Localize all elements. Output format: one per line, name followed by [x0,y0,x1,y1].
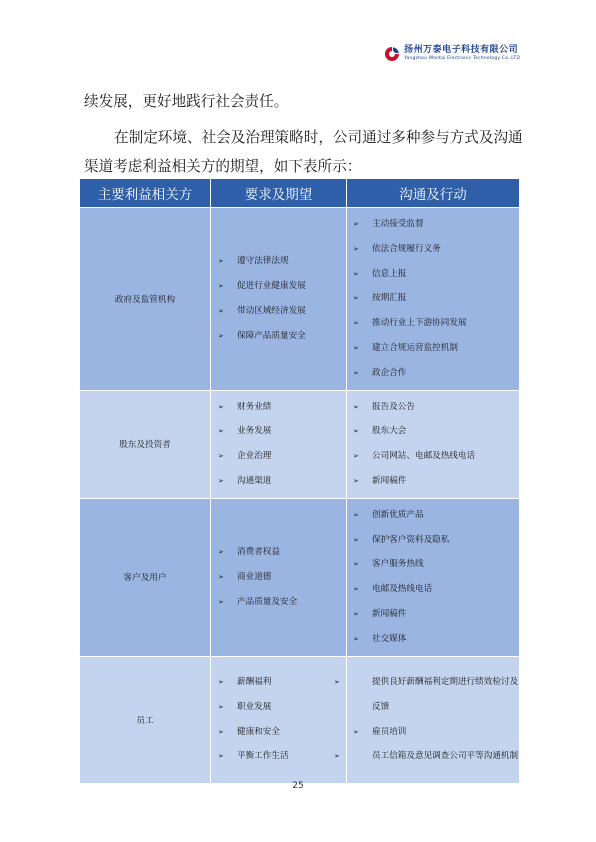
list-item [334,744,519,769]
list-item [353,237,519,262]
list-item-text: 保护客户资料及隐私 [372,534,450,545]
list-item-text: 平衡工作生活 [237,751,289,762]
actions-cell [347,208,520,391]
arrow-bullet-icon: ➢ [334,677,340,686]
list-item-text: 报告及公告 [372,401,415,412]
list-item-text: 新闻稿件 [372,475,407,486]
arrow-bullet-icon: ➢ [218,547,224,556]
arrow-bullet-icon: ➢ [218,452,224,461]
arrow-bullet-icon: ➢ [218,752,224,761]
arrow-bullet-icon: ➢ [218,572,224,581]
requirements-cell [211,656,347,783]
list-item [353,528,519,553]
list-item [218,395,346,420]
list-item [218,744,346,769]
list-item [218,444,346,469]
requirements-cell [211,498,347,656]
list-item [218,590,346,615]
list-item [218,299,346,324]
list-item-text: 电邮及热线电话 [372,584,433,595]
arrow-bullet-icon: ➢ [353,560,359,569]
list-item [353,419,519,444]
list-item-text: 带动区域经济发展 [237,305,306,316]
table-row [80,498,520,656]
arrow-bullet-icon: ➢ [353,535,359,544]
list-item [353,720,519,745]
list-item [353,444,519,469]
stakeholder-table [79,178,520,784]
table-header-row [80,179,520,208]
list-item [353,552,519,577]
list-item [353,395,519,420]
list-item [218,565,346,590]
table-row [80,656,520,783]
arrow-bullet-icon: ➢ [353,319,359,328]
list-item-text: 股东大会 [372,426,407,437]
arrow-bullet-icon: ➢ [218,476,224,485]
arrow-bullet-icon: ➢ [353,368,359,377]
list-item [353,577,519,602]
list-item-text: 产品质量及安全 [237,596,298,607]
requirements-cell [211,208,347,391]
list-item-text: 政企合作 [372,367,407,378]
list-item-text: 职业发展 [237,701,272,712]
list-item-text: 保障产品质量安全 [237,330,306,341]
list-item-text: 财务业绩 [237,401,272,412]
list-item-text: 创新优质产品 [372,509,424,520]
stakeholder-name: 政府及监管机构 [80,208,211,391]
company-name [404,46,520,62]
list-item [353,212,519,237]
list-item-text: 企业治理 [237,451,272,462]
page-number: 25 [292,781,304,791]
arrow-bullet-icon: ➢ [334,752,340,761]
arrow-bullet-icon: ➢ [353,269,359,278]
list-item [353,361,519,386]
list-item-text: 按期汇报 [372,293,407,304]
arrow-bullet-icon: ➢ [218,331,224,340]
table-row [80,208,520,391]
requirements-cell [211,390,347,498]
list-item [353,469,519,494]
arrow-bullet-icon: ➢ [353,452,359,461]
stakeholder-name: 股东及投资者 [80,390,211,498]
arrow-bullet-icon: ➢ [353,476,359,485]
list-item-text: 公司网站、电邮及热线电话 [372,451,476,462]
list-item-text: 推动行业上下游协同发展 [372,318,467,329]
stakeholder-name: 员工 [80,656,211,783]
stakeholder-name: 客户及用户 [80,498,211,656]
list-item-text: 客户服务热线 [372,559,424,570]
header-actions: 沟通及行动 [347,179,520,208]
actions-cell [347,390,520,498]
arrow-bullet-icon: ➢ [353,727,359,736]
arrow-bullet-icon: ➢ [353,220,359,228]
list-item [218,274,346,299]
arrow-bullet-icon: ➢ [353,402,359,411]
arrow-bullet-icon: ➢ [353,510,359,519]
list-item [218,324,346,349]
arrow-bullet-icon: ➢ [218,702,224,711]
list-item-text: 健康和安全 [237,726,280,737]
list-item-text: 员工信箱及意见调查公司平等沟通机制 [372,751,519,762]
arrow-bullet-icon: ➢ [218,427,224,436]
list-item-text: 雇员培训 [372,726,407,737]
page-header [384,46,520,62]
actions-cell [347,498,520,656]
list-item-text: 沟通渠道 [237,475,272,486]
list-item-text: 消费者权益 [237,546,280,557]
list-item [218,540,346,565]
arrow-bullet-icon: ➢ [218,257,224,266]
arrow-bullet-icon: ➢ [353,294,359,303]
list-item [353,262,519,287]
list-item [218,469,346,494]
company-logo-icon [384,46,400,62]
list-item-text: 社交媒体 [372,633,407,644]
list-item-text: 新闻稿件 [372,608,407,619]
list-item [353,336,519,361]
arrow-bullet-icon: ➢ [353,343,359,352]
arrow-bullet-icon: ➢ [353,609,359,618]
arrow-bullet-icon: ➢ [218,281,224,290]
list-item [353,286,519,311]
arrow-bullet-icon: ➢ [218,402,224,411]
arrow-bullet-icon: ➢ [353,585,359,594]
list-item [218,695,346,720]
list-item-text: 信息上报 [372,268,407,279]
arrow-bullet-icon: ➢ [218,677,224,686]
arrow-bullet-icon: ➢ [218,306,224,315]
list-item-text: 薪酬福利 [237,676,272,687]
list-item-text: 依法合规履行义务 [372,243,441,254]
list-item [353,627,519,652]
list-item-text: 商业道德 [237,571,272,582]
list-item [218,249,346,274]
list-item-text: 提供良好薪酬福利定期进行绩效检讨及反馈 [372,676,519,712]
company-name-cn: 扬州万泰电子科技有限公司 [404,45,519,56]
paragraph-intro: 在制定环境、社会及治理策略时，公司通过多种参与方式及沟通渠道考虑利益相关方的期望，如下表所示： [84,129,523,175]
paragraph-continuation: 续发展，更好地践行社会责任。 [84,93,289,110]
arrow-bullet-icon: ➢ [218,727,224,736]
list-item [353,503,519,528]
list-item-text: 遵守法律法规 [237,256,289,267]
list-item-text: 主动接受监督 [372,219,424,229]
actions-cell [334,656,520,783]
arrow-bullet-icon: ➢ [353,244,359,253]
list-item [218,670,346,695]
list-item [218,419,346,444]
list-item [334,670,519,720]
list-item-text: 促进行业健康发展 [237,280,306,291]
list-item [353,602,519,627]
arrow-bullet-icon: ➢ [353,634,359,643]
list-item [353,311,519,336]
header-requirements: 要求及期望 [211,179,347,208]
arrow-bullet-icon: ➢ [353,427,359,436]
list-item-text: 业务发展 [237,426,272,437]
table-row [80,390,520,498]
header-stakeholder: 主要利益相关方 [80,179,211,208]
arrow-bullet-icon: ➢ [218,597,224,606]
company-name-en: Yangzhou Wantai Electronic Technology Co.,LTD [404,56,520,62]
list-item-text: 建立合规运营监控机制 [372,342,458,353]
list-item [218,720,346,745]
